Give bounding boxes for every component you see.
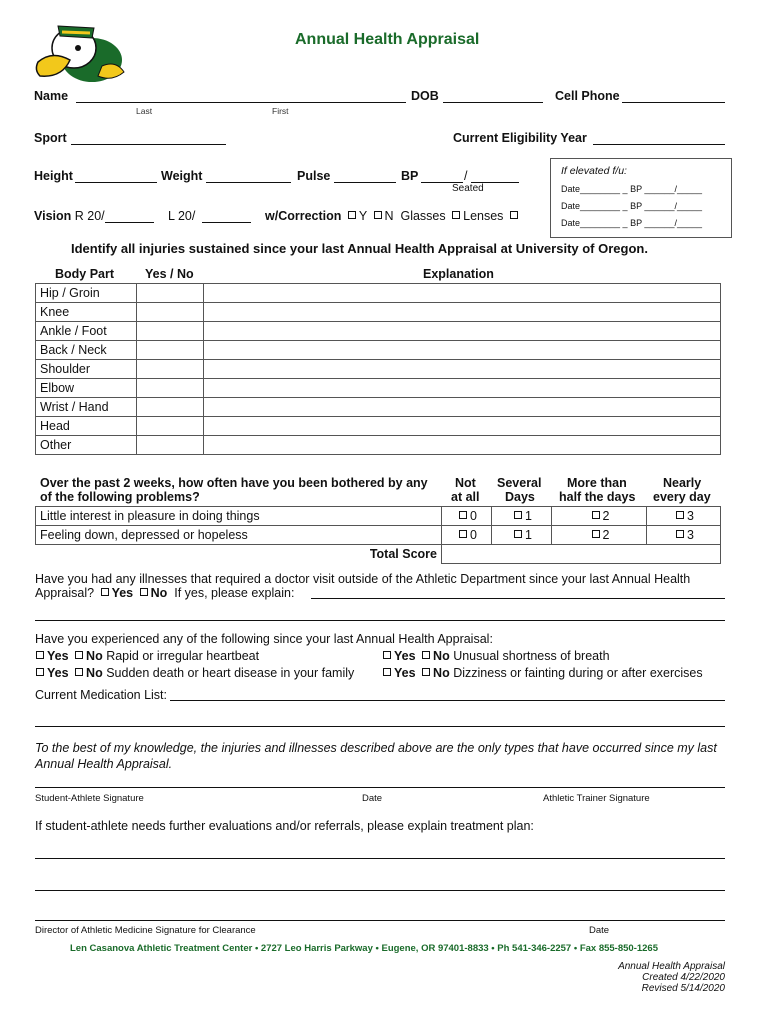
page-title: Annual Health Appraisal [295, 31, 480, 48]
correction-no-label: N [384, 209, 394, 223]
phq-header-more-than: More than [567, 476, 627, 490]
followup-row-3[interactable]: Date________ _ BP ______/_____ [561, 218, 703, 228]
exp1-no-checkbox[interactable] [75, 651, 83, 659]
exp1-yes-checkbox[interactable] [36, 651, 44, 659]
injury-explanation-cell[interactable] [204, 322, 721, 341]
injury-row [36, 284, 721, 303]
illness-explain-field-2[interactable] [35, 620, 725, 621]
injury-yes-no-cell[interactable] [137, 322, 204, 341]
col-explanation: Explanation [423, 267, 494, 281]
experience-item-4: Yes No Dizziness or fainting during or after exercises [380, 666, 703, 680]
signature-date-label: Date [362, 793, 383, 804]
name-label: Name [34, 89, 69, 103]
followup-row-1[interactable]: Date________ _ BP ______/_____ [561, 184, 703, 194]
pulse-field[interactable] [334, 182, 396, 183]
treatment-field-1[interactable] [35, 858, 725, 859]
phq-header-at-all: at all [451, 490, 480, 504]
revision-created: Created 4/22/2020 [642, 972, 725, 983]
exp4-yes-checkbox[interactable] [383, 668, 391, 676]
col-body-part: Body Part [55, 267, 115, 281]
injury-body-part: Wrist / Hand [36, 398, 137, 417]
injury-row [36, 322, 721, 341]
injury-explanation-cell[interactable] [204, 398, 721, 417]
injury-explanation-cell[interactable] [204, 436, 721, 455]
phq-header-several: Several [497, 476, 542, 490]
height-field[interactable] [75, 182, 157, 183]
cell-phone-label: Cell Phone [555, 89, 620, 103]
weight-label: Weight [161, 169, 203, 183]
total-score-field[interactable] [442, 545, 721, 564]
injury-body-part: Shoulder [36, 360, 137, 379]
injury-row [36, 436, 721, 455]
injury-table [35, 283, 721, 455]
exp2-yes-checkbox[interactable] [383, 651, 391, 659]
revision-revised: Revised 5/14/2020 [641, 983, 725, 994]
seated-label: Seated [452, 183, 484, 194]
eligibility-label: Current Eligibility Year [453, 131, 587, 145]
injury-explanation-cell[interactable] [204, 284, 721, 303]
injury-yes-no-cell[interactable] [137, 284, 204, 303]
director-signature-line[interactable] [35, 920, 725, 921]
injury-row [36, 398, 721, 417]
illness-question-line1: Have you had any illnesses that required a doctor visit outside of the Athletic Department since your last Annual Health [35, 572, 691, 586]
glasses-label: Glasses [400, 209, 446, 223]
correction-yes-checkbox[interactable] [348, 211, 356, 219]
vision-left-label: L 20/ [168, 209, 196, 223]
injury-row [36, 379, 721, 398]
phq-header-days: Days [505, 490, 535, 504]
weight-field[interactable] [206, 182, 291, 183]
vision-row [34, 209, 105, 223]
injury-row [36, 341, 721, 360]
duck-mascot-icon [32, 20, 128, 86]
attestation-line1: To the best of my knowledge, the injuries and illnesses described above are the only types that have occurred since my last [35, 741, 717, 755]
illness-no-checkbox[interactable] [140, 588, 148, 596]
phq-option[interactable]: 3 [647, 526, 721, 545]
total-score-label: Total Score [369, 547, 437, 562]
injury-yes-no-cell[interactable] [137, 379, 204, 398]
col-yes-no: Yes / No [145, 267, 194, 281]
sport-label: Sport [34, 131, 67, 145]
height-label: Height [34, 169, 73, 183]
injury-body-part: Head [36, 417, 137, 436]
glasses-checkbox[interactable] [452, 211, 460, 219]
last-label: Last [136, 106, 153, 116]
phq-header-nearly: Nearly [663, 476, 702, 490]
injury-yes-no-cell[interactable] [137, 360, 204, 379]
phq-header-every-day: every day [653, 490, 711, 504]
experience-item-1: Yes No Rapid or irregular heartbeat [33, 649, 259, 663]
phq-option[interactable]: 1 [492, 526, 552, 545]
bp-slash: / [464, 169, 468, 183]
correction-label: w/Correction [265, 209, 342, 223]
phq-row-label: Feeling down, depressed or hopeless [36, 526, 442, 545]
treatment-plan-label: If student-athlete needs further evaluations and/or referrals, please explain treatment plan: [35, 819, 534, 833]
correction-row [265, 209, 521, 223]
injury-yes-no-cell[interactable] [137, 303, 204, 322]
phq-row [36, 526, 721, 545]
vision-left-field[interactable] [202, 222, 251, 223]
phq-header-half-days: half the days [559, 490, 636, 504]
director-date-label: Date [589, 925, 610, 936]
phq-option[interactable]: 1 [492, 507, 552, 526]
director-signature-label: Director of Athletic Medicine Signature for Clearance [35, 925, 256, 936]
illness-question-line2: Appraisal? Yes No If yes, please explain: [35, 586, 295, 600]
signature-line[interactable] [35, 787, 725, 788]
injury-explanation-cell[interactable] [204, 341, 721, 360]
attestation-line2: Annual Health Appraisal. [35, 757, 173, 771]
injury-explanation-cell[interactable] [204, 379, 721, 398]
injury-explanation-cell[interactable] [204, 360, 721, 379]
injury-row [36, 303, 721, 322]
vision-right-field[interactable] [105, 222, 154, 223]
injury-body-part: Ankle / Foot [36, 322, 137, 341]
bp-label: BP [401, 169, 419, 183]
injury-body-part: Elbow [36, 379, 137, 398]
injury-yes-no-cell[interactable] [137, 436, 204, 455]
injuries-heading: Identify all injuries sustained since your last Annual Health Appraisal at University of Oregon. [71, 241, 648, 256]
exp3-yes-checkbox[interactable] [36, 668, 44, 676]
sport-field[interactable] [71, 144, 226, 145]
injury-body-part: Hip / Groin [36, 284, 137, 303]
experience-item-2: Yes No Unusual shortness of breath [380, 649, 610, 663]
phq-table [35, 506, 721, 564]
dob-label: DOB [411, 89, 439, 103]
experience-intro: Have you experienced any of the following since your last Annual Health Appraisal: [35, 632, 493, 646]
phq-option[interactable]: 0 [442, 526, 492, 545]
elevated-followup-box [550, 158, 732, 238]
phq-row [36, 507, 721, 526]
injury-yes-no-cell[interactable] [137, 341, 204, 360]
dob-field[interactable] [443, 102, 543, 103]
vision-right-label: R 20/ [74, 209, 105, 223]
student-signature-label: Student-Athlete Signature [35, 793, 144, 804]
experience-item-3: Yes No Sudden death or heart disease in your family [33, 666, 354, 680]
injury-explanation-cell[interactable] [204, 303, 721, 322]
phq-option[interactable]: 3 [647, 507, 721, 526]
correction-yes-label: Y [358, 209, 368, 223]
injury-yes-no-cell[interactable] [137, 417, 204, 436]
phq-question-line1: Over the past 2 weeks, how often have you been bothered by any [40, 476, 428, 490]
cell-phone-field[interactable] [622, 102, 725, 103]
injury-body-part: Other [36, 436, 137, 455]
medication-label: Current Medication List: [35, 688, 168, 702]
phq-header-not: Not [455, 476, 476, 490]
treatment-field-2[interactable] [35, 890, 725, 891]
correction-no-checkbox[interactable] [374, 211, 382, 219]
injury-explanation-cell[interactable] [204, 417, 721, 436]
name-field[interactable] [76, 102, 406, 103]
lenses-label: Lenses [463, 209, 504, 223]
phq-option[interactable]: 2 [552, 507, 647, 526]
illness-explain-field[interactable] [311, 598, 725, 599]
first-label: First [272, 106, 289, 116]
phq-question-line2: of the following problems? [40, 490, 200, 504]
followup-row-2[interactable]: Date________ _ BP ______/_____ [561, 201, 703, 211]
eligibility-field[interactable] [593, 144, 725, 145]
medication-field[interactable] [170, 700, 725, 701]
exp3-no-checkbox[interactable] [75, 668, 83, 676]
vision-label: Vision [34, 209, 72, 223]
revision-title: Annual Health Appraisal [618, 961, 725, 972]
exp4-no-checkbox[interactable] [422, 668, 430, 676]
pulse-label: Pulse [297, 169, 331, 183]
elevated-title: If elevated f/u: [561, 165, 627, 177]
injury-yes-no-cell[interactable] [137, 398, 204, 417]
illness-yes-checkbox[interactable] [101, 588, 109, 596]
injury-row [36, 417, 721, 436]
trainer-signature-label: Athletic Trainer Signature [543, 793, 650, 804]
injury-body-part: Knee [36, 303, 137, 322]
injury-body-part: Back / Neck [36, 341, 137, 360]
phq-option[interactable]: 0 [442, 507, 492, 526]
footer-address: Len Casanova Athletic Treatment Center • 2727 Leo Harris Parkway • Eugene, OR 97401-8833 • Ph 541-346-2257 • Fax 855-850-1265 [70, 943, 658, 954]
exp2-no-checkbox[interactable] [422, 651, 430, 659]
phq-option[interactable]: 2 [552, 526, 647, 545]
medication-field-2[interactable] [35, 726, 725, 727]
lenses-checkbox[interactable] [510, 211, 518, 219]
revision-block [618, 961, 725, 994]
phq-row-label: Little interest in pleasure in doing things [36, 507, 442, 526]
injury-row [36, 360, 721, 379]
